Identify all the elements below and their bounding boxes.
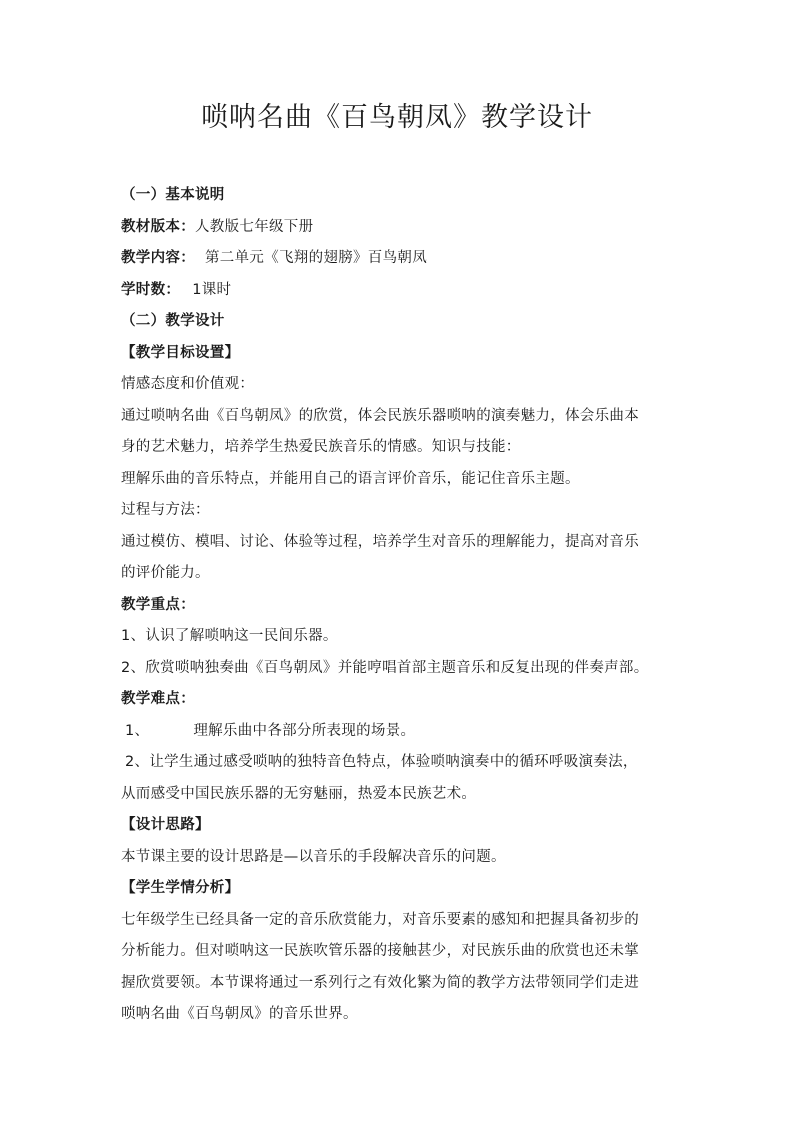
analysis-heading: 【学生学情分析】 [121, 880, 240, 896]
goal-emotion-line: 身的艺术魅力，培养学生热爱民族音乐的情感。知识与技能： [121, 439, 521, 455]
difficulty-item [121, 716, 691, 748]
edition-label: 教材版本： [121, 218, 195, 235]
analysis-line: 握欣赏要领。本节课将通过一系列行之有效化繁为简的教学方法带领同学们走进 [121, 974, 639, 991]
content-line [121, 243, 691, 275]
goal-process-label: 过程与方法： [121, 502, 210, 518]
analysis-line: 唢呐名曲《百鸟朝凤》的音乐世界。 [121, 1006, 358, 1022]
hours-line [121, 275, 691, 307]
key-points-heading: 教学重点： [121, 596, 195, 613]
difficulty-item: 2、让学生通过感受唢呐的独特音色特点，体验唢呐演奏中的循环呼吸演奏法， [125, 754, 638, 770]
design-text: 本节课主要的设计思路是—以音乐的手段解决音乐的问题。 [121, 848, 506, 865]
content-label: 教学内容： [121, 250, 195, 266]
document-body [121, 180, 691, 1031]
key-point-item: 2、欣赏唢呐独奏曲《百鸟朝凤》并能哼唱首部主题音乐和反复出现的伴奏声部。 [121, 659, 649, 676]
section2-heading: （二）教学设计 [121, 313, 225, 329]
goal-emotion-line: 通过唢呐名曲《百鸟朝凤》的欣赏，体会民族乐器唢呐的演奏魅力，体会乐曲本 [121, 407, 639, 424]
difficulty-item-continued: 从而感受中国民族乐器的无穷魅丽，热爱本民族艺术。 [121, 785, 477, 802]
edition-line [121, 212, 691, 244]
goal-knowledge: 理解乐曲的音乐特点，并能用自己的语言评价音乐，能记住音乐主题。 [121, 470, 580, 487]
analysis-line: 分析能力。但对唢呐这一民族吹管乐器的接触甚少，对民族乐曲的欣赏也还未掌 [121, 943, 639, 959]
design-heading: 【设计思路】 [121, 817, 210, 833]
goal-emotion-label: 情感态度和价值观： [121, 376, 255, 392]
goals-heading: 【教学目标设置】 [121, 344, 240, 361]
difficulty-item-number: 1、 [125, 722, 150, 739]
edition-value: 人教版七年级下册 [195, 218, 314, 235]
difficulty-item-text: 理解乐曲中各部分所表现的场景。 [193, 722, 416, 739]
content-value: 第二单元《飞翔的翅膀》百鸟朝凤 [205, 250, 427, 266]
difficulty-heading: 教学难点： [121, 691, 195, 707]
key-point-item: 1、认识了解唢呐这一民间乐器。 [121, 628, 338, 644]
hours-label: 学时数： [121, 281, 181, 298]
hours-value: 1课时 [192, 281, 232, 298]
goal-process-line: 的评价能力。 [121, 565, 210, 581]
document-title: 唢呐名曲《百鸟朝凤》教学设计 [201, 102, 593, 133]
analysis-line: 七年级学生已经具备一定的音乐欣赏能力，对音乐要素的感知和把握具备初步的 [121, 911, 639, 928]
goal-process-line: 通过模仿、模唱、讨论、体验等过程，培养学生对音乐的理解能力，提高对音乐 [121, 533, 639, 550]
section1-heading: （一）基本说明 [121, 187, 225, 203]
